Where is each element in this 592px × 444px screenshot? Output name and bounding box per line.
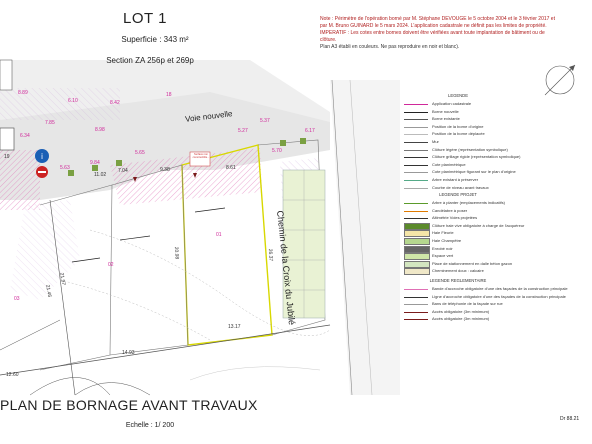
lot-label-01: 01	[216, 232, 222, 238]
legend-symbol	[404, 246, 430, 253]
cote-label: 7.85	[45, 120, 55, 126]
access-arrow	[195, 208, 225, 212]
legend-symbol	[404, 162, 428, 166]
boundary-diag	[0, 320, 60, 350]
lot-surface: Superficie : 343 m²	[121, 35, 189, 44]
legend-item	[402, 246, 582, 252]
legend-label: Accès obligatoire (3m minimum)	[432, 316, 490, 322]
legend-symbol	[404, 253, 430, 260]
street-label: Chemin de la Croix du Jubilé	[275, 210, 298, 326]
lot-section: Section ZA 256p et 269p	[106, 56, 194, 65]
cote-label: 7.04	[118, 168, 128, 174]
lot-label-02: 02	[108, 262, 114, 268]
chemin-surface	[330, 80, 400, 395]
cote-label: 9.84	[90, 160, 100, 166]
legend-item	[402, 230, 582, 236]
legend-item	[402, 139, 582, 145]
lot-label-18: 18	[166, 92, 172, 98]
legend-item	[402, 116, 582, 122]
legend-label: Clôture grillage rigide (représentation symbolique)	[432, 154, 521, 160]
legend-item	[402, 253, 582, 259]
legend-item	[402, 309, 582, 315]
legend-symbol	[404, 261, 430, 268]
note-line: IMPERATIF : Les cotes entre bornes doivent être vérifiées avant toute implantation de bâtiment ou de clôture.	[320, 30, 545, 43]
cote-label: 6.17	[305, 128, 315, 134]
building	[0, 60, 12, 90]
hedge	[300, 138, 306, 144]
note-line: par M. Bruno GUINARD le 5 mars 2024. L'application cadastrale ne définit pas les limites de propriété.	[320, 23, 547, 29]
cote-label: 5.63	[60, 165, 70, 171]
cote-label: 5.37	[260, 118, 270, 124]
legend-item	[402, 268, 582, 274]
cote-label: 8.61	[226, 165, 236, 171]
legend-label: Arbre existant à préserver	[432, 177, 479, 182]
plan-notes	[320, 16, 555, 51]
legend-symbol	[404, 294, 428, 298]
cote-label: 6.34	[20, 133, 30, 139]
legend-symbol	[404, 154, 428, 158]
contour-line	[190, 367, 320, 380]
legend-item	[402, 131, 582, 137]
legend-item	[402, 154, 582, 160]
legend-item	[402, 101, 582, 107]
legend-symbol	[404, 286, 428, 290]
cote-label: 21.97	[58, 272, 67, 286]
legend-label: Cheminement doux : calcaire	[432, 268, 484, 274]
legend-item	[402, 200, 582, 206]
cote-label: 21.46	[44, 284, 53, 298]
legend-item	[402, 169, 582, 175]
legend-item	[402, 177, 582, 183]
legend-symbol	[404, 116, 428, 120]
note-line: Note : Périmètre de l'opération borné par M. Stéphane DEVOUGE le 5 octobre 2004 et le 3 février 2017 et	[320, 16, 555, 22]
cote-label: 20.98	[172, 246, 180, 260]
legend-title: LEGENDE	[447, 93, 468, 98]
legend-label: Position de la borne déplacée	[432, 131, 485, 137]
legend-item	[402, 185, 582, 191]
svg-text:i: i	[41, 152, 43, 161]
legend-item	[402, 223, 582, 229]
legend-item	[402, 208, 582, 214]
legend-label: Position de la borne d'origine	[432, 123, 484, 129]
cote-label: 5.70	[272, 148, 282, 154]
legend-item	[402, 109, 582, 115]
legend-label: Bans de téléphonie de la façade sur rue	[432, 301, 503, 307]
legend-symbol	[404, 131, 428, 135]
legend-label: Clôture haie vive obligatoire à charge de l'acquéreur	[432, 222, 525, 228]
cote-label: 11.02	[94, 172, 107, 178]
cote-label: 9.38	[160, 167, 170, 173]
tag-note: Surface non constructible...	[192, 153, 210, 159]
legend-item	[402, 294, 582, 300]
legend-label: Arbre à planter (emplacements indicatifs)	[432, 200, 505, 205]
legend-symbol	[404, 109, 428, 113]
cote-label: 5.27	[238, 128, 248, 134]
legend-label: Cote planimétrique figurant sur le plan d'origine	[432, 169, 516, 175]
cote-label: 5.65	[135, 150, 145, 156]
legend-symbol	[404, 169, 428, 173]
curve-arc	[30, 378, 110, 396]
curve-arc	[75, 383, 150, 396]
legend-label: Ligne d'accroche obligatoire d'une des façades de la construction principale	[432, 293, 566, 299]
legend-label: Enrobé noir	[432, 245, 453, 251]
legend-label: Place de stationnement en dalle béton gazon	[432, 260, 513, 266]
cote-label: 13.17	[228, 324, 241, 330]
legend-symbol	[404, 309, 428, 313]
hedge	[280, 140, 286, 146]
road-label: Voie nouvelle	[184, 109, 233, 124]
legend-label: Courbe de niveau avant travaux	[432, 184, 489, 190]
legend-label: Borne existante	[432, 116, 460, 122]
legend-symbol	[404, 124, 428, 128]
legend-symbol	[404, 230, 430, 237]
legend-label: Mur	[432, 139, 439, 144]
cote-label: 12.60	[6, 372, 19, 378]
legend-symbol	[404, 101, 428, 105]
legend-reg-title: LEGENDE REGLEMENTAIRE	[429, 278, 487, 283]
hedge	[116, 160, 122, 166]
legend-item	[402, 301, 582, 307]
cote-label: 14.93	[122, 350, 135, 356]
note-line: Plan A3 établi en couleurs. Ne pas reproduire en noir et blanc).	[320, 44, 460, 50]
legend-label: Cote planimétrique	[432, 161, 466, 167]
legend-item	[402, 316, 582, 322]
legend-symbol	[404, 215, 428, 219]
legend-item	[402, 124, 582, 130]
legend-item	[402, 238, 582, 244]
cote-label: 8.89	[18, 90, 28, 96]
legend-label: Altimétrie Voies projetées	[432, 215, 478, 221]
legend-item	[402, 162, 582, 168]
legend-symbol	[404, 147, 428, 151]
access-arrow	[120, 236, 150, 240]
legend-item	[402, 147, 582, 153]
plan-title: PLAN DE BORNAGE AVANT TRAVAUX	[0, 397, 258, 413]
legend-symbol	[404, 268, 430, 275]
legend-label: Application cadastrale	[432, 101, 472, 106]
legend-symbol	[404, 177, 428, 181]
lot-label-03: 03	[14, 296, 20, 302]
legend-label: Bande d'accroche obligatoire d'une des façades de la construction principale	[432, 286, 568, 291]
cote-label: 26.37	[266, 248, 274, 262]
legend-label: Haie Fleurie	[432, 230, 454, 236]
lot-label-19: 19	[4, 154, 10, 160]
legend-symbol	[404, 316, 428, 320]
cote-label: 6.10	[68, 98, 78, 104]
legend-label: Accès obligatoire (3m minimum)	[432, 308, 490, 314]
cote-label: 8.98	[95, 127, 105, 133]
legend-symbol	[404, 185, 428, 189]
legend-symbol	[404, 200, 428, 204]
legend-label: Clôture légère (représentation symbolique)	[432, 146, 508, 152]
plan-reference: Dr 88.21	[560, 416, 580, 422]
legend-symbol	[404, 238, 430, 245]
legend-proj-title: LEGENDE PROJET	[439, 192, 477, 197]
lot-title: LOT 1	[123, 10, 167, 27]
legend-item	[402, 261, 582, 267]
legend-symbol	[404, 208, 428, 212]
legend-item	[402, 215, 582, 221]
legend-symbol	[404, 301, 428, 305]
legend-label: Haie Champêtre	[432, 238, 462, 243]
legend-symbol	[404, 223, 430, 230]
legend-label: Espace vert	[432, 253, 454, 259]
cote-label: 8.42	[110, 100, 120, 106]
legend-label: Borne nouvelle	[432, 108, 459, 114]
legend-label: Candélabre à poser	[432, 207, 468, 213]
legend-symbol	[404, 139, 428, 143]
boundary-bottom	[0, 325, 330, 375]
plan-scale: Echelle : 1/ 200	[125, 422, 175, 429]
building	[0, 128, 14, 150]
legend-item	[402, 286, 582, 292]
